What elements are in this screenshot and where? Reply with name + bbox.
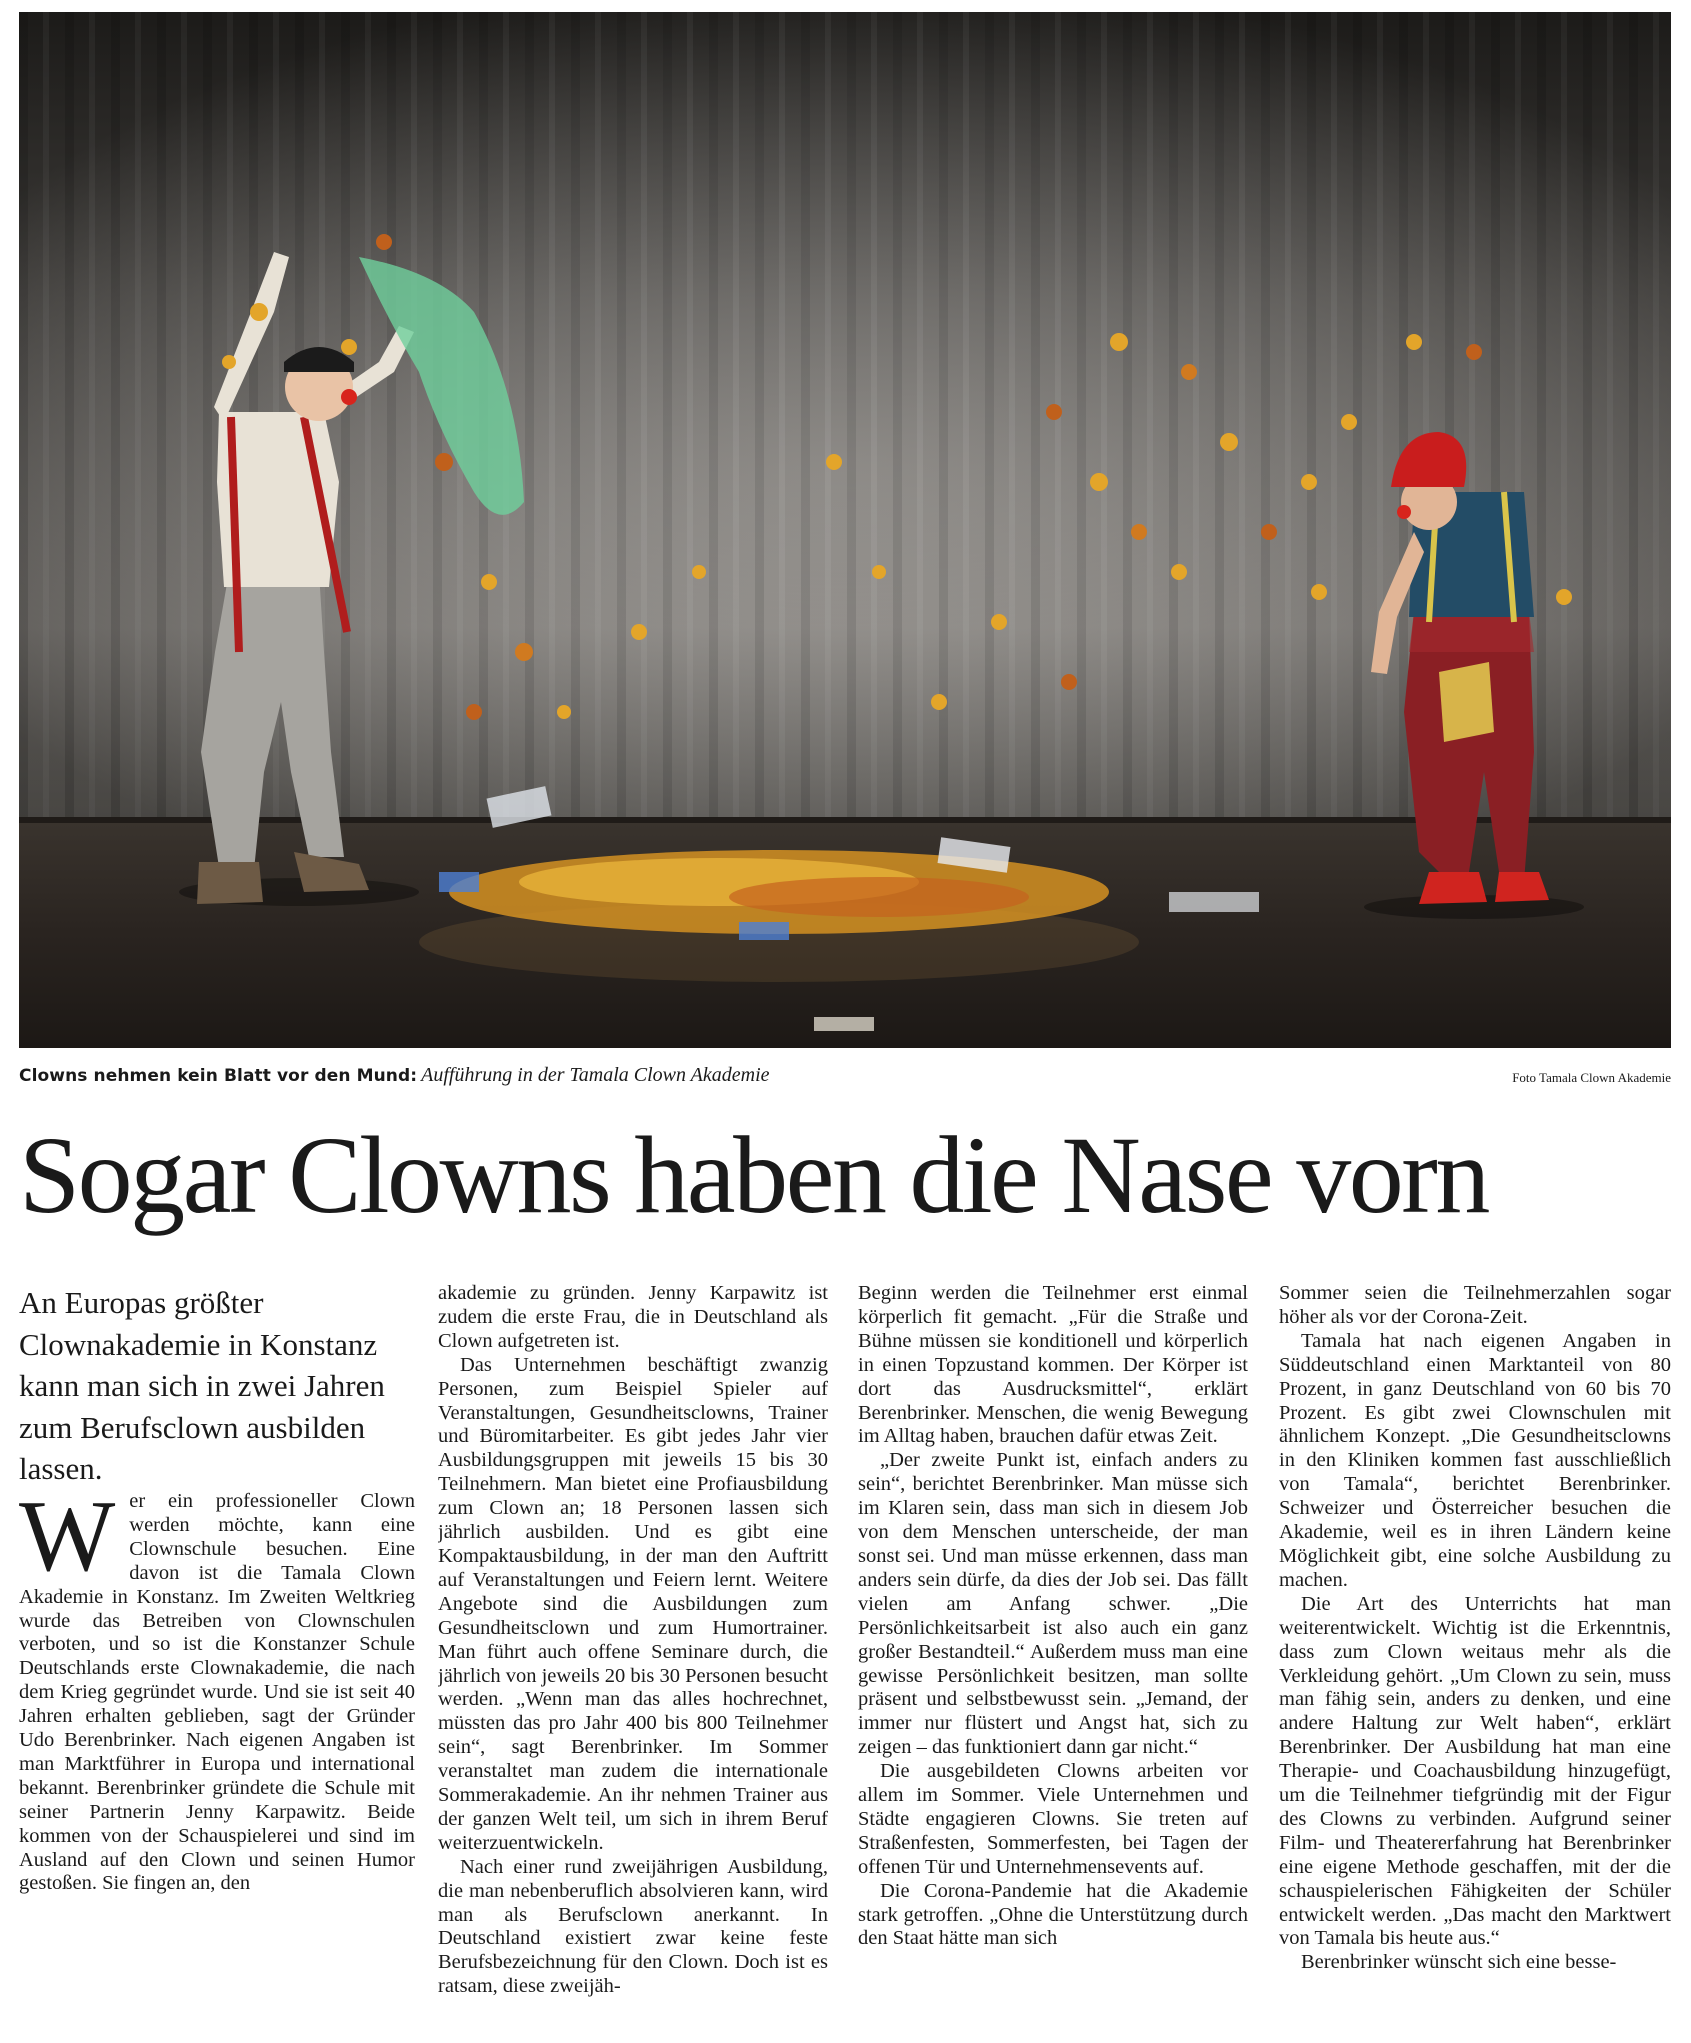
article-photo: [19, 12, 1671, 1048]
photo-caption-row: [19, 1062, 1671, 1092]
lead-paragraph: An Europas größter Clownakademie in Konstanz kann man sich in zwei Jahren zum Berufsclown ausbilden lassen.: [19, 1285, 385, 1487]
body-paragraph: Die ausgebildeten Clowns arbeiten vor allem im Sommer. Viele Unternehmen und Städte engagieren Clowns. Sie treten auf Straßenfesten, Sommerfesten, bei Tagen der offenen Tür und Unternehmensevents auf.: [858, 1760, 1248, 1878]
body-paragraph: „Der zweite Punkt ist, einfach anders zu sein“, berichtet Berenbrinker. Man müsse sich im Klaren sein, dass man sich in diesem Job von dem Menschen unterscheide, der man sonst sei. Und man müsse erkennen, dass man anders sein dürfe, da dies der Job sei. Das fällt vielen am Anfang schwer. „Die Persönlichkeitsarbeit ist also auch ein ganz großer Bestandteil.“ Außerdem muss man eine gewisse Persönlichkeit besitzen, man sollte präsent und selbstbewusst sein. „Jemand, der immer nur flüstert und Angst hat, sich zu zeigen – das funktioniert dann gar nicht.“: [858, 1449, 1248, 1759]
body-paragraph: Wer ein professioneller Clown werden möchte, kann eine Clownschule besuchen. Eine davon ist die Tamala Clown Akademie in Konstanz. Im Zweiten Weltkrieg wurde das Betreiben von Clownschulen verboten, und so ist die Konstanzer Schule Deutschlands erste Clownakademie, die nach dem Krieg gegründet wurde. Und sie ist seit 40 Jahren erhalten geblieben, sagt der Gründer Udo Berenbrinker. Nach eigenen Angaben ist man Marktführer in Europa und international bekannt. Berenbrinker gründete die Schule mit seiner Partnerin Jenny Karpawitz. Beide kommen von der Schauspielerei und sind im Ausland auf den Clown und seinen Humor gestoßen. Sie fingen an, den: [19, 1479, 415, 1895]
body-paragraph: Berenbrinker wünscht sich eine besse-: [1301, 1951, 1617, 1974]
article-column-3: [858, 1282, 1248, 2043]
body-paragraph: Nach einer rund zweijährigen Ausbildung, die man nebenberuflich absolvieren kann, wird man als Berufsclown anerkannt. In Deutschland existiert zwar keine feste Berufsbezeichnung für den Clown. Doch ist es ratsam, diese zweijäh-: [438, 1855, 828, 1998]
stage-scene-illustration: [19, 12, 1671, 1048]
body-paragraph: akademie zu gründen. Jenny Karpawitz ist zudem die erste Frau, die in Deutschland als Clown aufgetreten ist.: [438, 1282, 828, 1352]
headline: Sogar Clowns haben die Nase vorn: [19, 1114, 1488, 1236]
article-column-4: [1279, 1282, 1671, 2043]
article-column-1: [19, 1282, 415, 2043]
caption-lead: Clowns nehmen kein Blatt vor den Mund:: [19, 1066, 418, 1086]
photo-credit: Foto Tamala Clown Akademie: [1512, 1070, 1671, 1085]
body-paragraph: Sommer seien die Teilnehmerzahlen sogar höher als vor der Corona-Zeit.: [1279, 1282, 1671, 1328]
photo-caption: [19, 1064, 770, 1087]
body-paragraph: Die Corona-Pandemie hat die Akademie stark getroffen. „Ohne die Unterstützung durch den Staat hätte man sich: [858, 1879, 1248, 1950]
body-paragraph: Beginn werden die Teilnehmer erst einmal körperlich fit gemacht. „Für die Straße und Bühne müssen sie konditionell und körperlich in einen Topzustand kommen. Der Körper ist dort das Ausdrucksmittel“, erklärt Berenbrinker. Menschen, die wenig Bewegung im Alltag haben, brauchen dafür etwas Zeit.: [858, 1282, 1248, 1448]
body-paragraph: Die Art des Unterrichts hat man weiterentwickelt. Wichtig ist die Erkenntnis, dass zum Clown weitaus mehr als die Verkleidung gehört. „Um Clown zu sein, muss man fähig sein, anders zu denken, und eine andere Haltung zur Welt haben“, erklärt Berenbrinker. Der Ausbildung hat man eine Therapie- und Coachausbildung hinzugefügt, um die Teilnehmer tiefgründig mit der Figur des Clowns zu verbinden. Aufgrund seiner Film- und Theatererfahrung hat Berenbrinker eine eigene Methode geschaffen, mit der die schauspielerischen Fähigkeiten der Schüler entwickelt werden. „Das macht den Marktwert von Tamala bis heute aus.“: [1279, 1592, 1671, 1950]
article-column-2: [438, 1282, 828, 2043]
clown-nose-icon: [341, 389, 357, 405]
body-paragraph: Das Unternehmen beschäftigt zwanzig Personen, zum Beispiel Spieler auf Veranstaltungen, Gesundheitsclowns, Trainer und Büromitarbeiter. Es gibt jedes Jahr vier Ausbildungsgruppen mit jeweils 15 bis 30 Teilnehmern. Man bietet eine Profiausbildung zum Clown an; 18 Personen lassen sich jährlich ausbilden. Und es gibt eine Kompaktausbildung, in der man den Auftritt auf Veranstaltungen und Feiern lernt. Weitere Angebote sind die Ausbildungen zum Gesundheitsclown und zum Humortrainer. Man führt auch offene Seminare durch, die jährlich von jeweils 20 bis 30 Personen besucht werden. „Wenn man das alles hochrechnet, müssten das pro Jahr 400 bis 800 Teilnehmer sein“, sagt Berenbrinker. Im Sommer veranstaltet man zudem die internationale Sommerakademie. An ihr nehmen Trainer aus der ganzen Welt teil, um sich in ihrem Beruf weiterzuentwickeln.: [438, 1353, 828, 1854]
drop-cap: W: [19, 1479, 116, 1593]
body-paragraph: Tamala hat nach eigenen Angaben in Süddeutschland einen Marktanteil von 80 Prozent, in ganz Deutschland von 60 bis 70 Prozent. Es gibt zwei Clownschulen mit ähnlichem Konzept. „Die Gesundheitsclowns in den Kliniken kommen fast ausschließlich von Tamala“, berichtet Berenbrinker. Schweizer und Österreicher besuchen die Akademie, weil es in ihren Ländern keine Möglichkeit gibt, eine solche Ausbildung zu machen.: [1279, 1329, 1671, 1591]
caption-text: Aufführung in der Tamala Clown Akademie: [421, 1064, 770, 1086]
